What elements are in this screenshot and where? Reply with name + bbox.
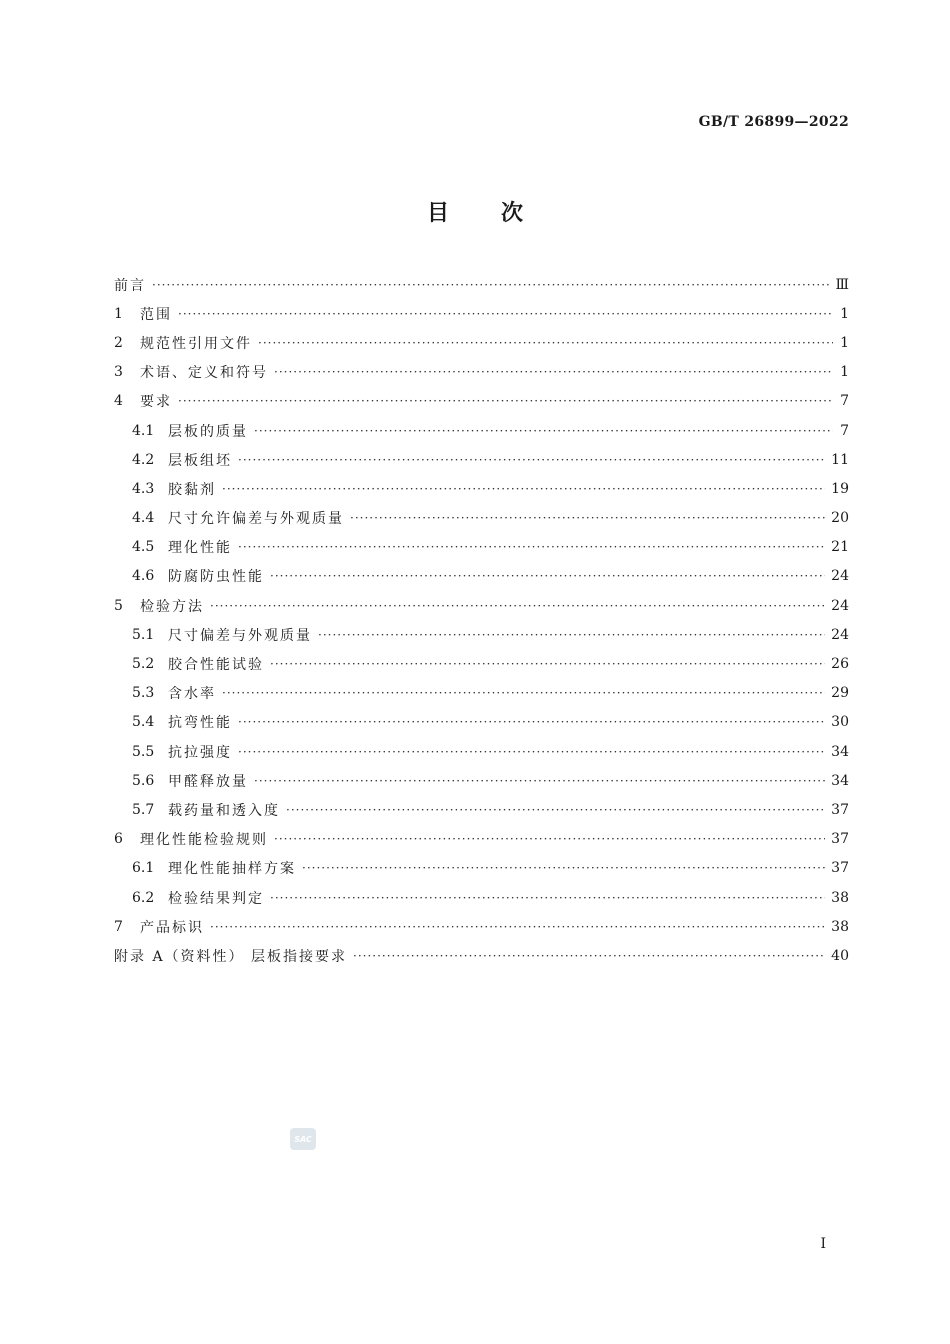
toc-entry-title: 胶黏剂 [168,481,216,498]
toc-entry-number: 5.1 [132,626,155,643]
toc-entry-title: 术语、定义和符号 [140,365,268,382]
toc-leader-dots [210,599,825,613]
toc-entry[interactable] [114,708,849,737]
toc-entry-number: 4.5 [132,539,155,556]
toc-entry-title: 理化性能 [168,540,232,557]
toc-entry-number: 1 [114,305,123,322]
page-number: Ⅰ [820,1236,826,1252]
toc-leader-dots [222,482,825,496]
toc-entry[interactable] [114,737,849,766]
toc-entry-title: 抗弯性能 [168,715,232,732]
toc-entry-title: 规范性引用文件 [140,335,252,352]
toc-leader-dots [286,803,825,817]
toc-entry[interactable] [114,562,849,591]
toc-entry-title: 尺寸允许偏差与外观质量 [168,511,344,528]
title-char-1: 目 [426,201,449,226]
toc-entry-title: 理化性能检验规则 [140,832,268,849]
toc-entry-title: 附录 A（资料性） 层板指接要求 [114,948,348,965]
toc-entry-title: 胶合性能试验 [168,657,264,674]
toc-leader-dots [238,745,825,759]
toc-entry-page: 34 [831,772,849,789]
toc-entry[interactable] [114,795,849,824]
toc-leader-dots [178,307,833,321]
toc-entry[interactable] [114,299,849,328]
toc-entry-number: 5 [114,597,123,614]
toc-entry-number: 3 [114,364,123,381]
toc-leader-dots [318,628,825,642]
toc-leader-dots [152,278,829,292]
toc-entry[interactable] [114,533,849,562]
toc-entry-title: 层板组坯 [168,452,232,469]
toc-leader-dots [353,949,825,963]
toc-entry-title: 载药量和透入度 [168,802,280,819]
toc-entry-page: 11 [831,451,849,468]
toc-entry[interactable] [114,416,849,445]
toc-leader-dots [238,453,825,467]
toc-entry[interactable] [114,941,849,970]
toc-entry-page: Ⅲ [835,276,849,293]
toc-leader-dots [254,774,825,788]
toc-entry-page: 37 [831,831,849,848]
toc-entry-number: 2 [114,334,123,351]
toc-entry-number: 4 [114,393,123,410]
toc-leader-dots [270,891,825,905]
toc-entry[interactable] [114,358,849,387]
toc-entry-page: 37 [831,801,849,818]
toc-entry-number: 5.5 [132,743,155,760]
toc-entry-title: 产品标识 [140,919,204,936]
sac-logo-watermark: SAC [290,1128,316,1150]
toc-entry[interactable] [114,620,849,649]
toc-entry-title: 要求 [140,394,172,411]
toc-entry-number: 5.6 [132,772,155,789]
toc-leader-dots [254,424,833,438]
toc-leader-dots [274,832,825,846]
standard-code: GB/T 26899—2022 [698,114,849,130]
table-of-contents [114,270,849,971]
toc-entry-page: 38 [831,918,849,935]
toc-entry-number: 4.1 [132,422,155,439]
toc-entry-page: 1 [840,305,849,322]
toc-leader-dots [258,336,833,350]
toc-entry-page: 37 [831,860,849,877]
toc-leader-dots [302,861,825,875]
toc-entry-page: 7 [840,393,849,410]
toc-entry[interactable] [114,825,849,854]
toc-entry-page: 20 [831,510,849,527]
title-char-2: 次 [501,201,524,226]
toc-entry-title: 检验方法 [140,598,204,615]
toc-entry-title: 前言 [114,277,146,294]
toc-entry-title: 防腐防虫性能 [168,569,264,586]
toc-leader-dots [238,540,825,554]
toc-entry-number: 5.7 [132,801,155,818]
toc-entry[interactable] [114,474,849,503]
toc-leader-dots [274,365,833,379]
page-title [0,196,950,227]
toc-entry-page: 26 [831,656,849,673]
toc-entry-page: 21 [831,539,849,556]
toc-entry-page: 34 [831,743,849,760]
toc-entry-page: 24 [831,626,849,643]
toc-entry-number: 5.2 [132,656,155,673]
toc-entry[interactable] [114,504,849,533]
toc-entry-page: 38 [831,889,849,906]
toc-entry-page: 40 [831,947,849,964]
toc-entry-number: 4.6 [132,568,155,585]
toc-entry[interactable] [114,679,849,708]
toc-entry-title: 尺寸偏差与外观质量 [168,627,312,644]
toc-entry-page: 29 [831,685,849,702]
toc-entry-title: 理化性能抽样方案 [168,861,296,878]
toc-leader-dots [350,511,825,525]
toc-entry[interactable] [114,883,849,912]
toc-entry[interactable] [114,912,849,941]
toc-entry-title: 范围 [140,306,172,323]
toc-entry-number: 5.4 [132,714,155,731]
toc-entry-number: 6.1 [132,860,155,877]
toc-entry-title: 层板的质量 [168,423,248,440]
toc-entry-page: 24 [831,568,849,585]
toc-leader-dots [210,920,825,934]
toc-entry-page: 1 [840,334,849,351]
toc-leader-dots [238,715,825,729]
toc-entry[interactable] [114,270,849,299]
toc-entry-number: 4.3 [132,480,155,497]
toc-entry[interactable] [114,445,849,474]
toc-entry-number: 4.4 [132,510,155,527]
toc-entry-number: 6.2 [132,889,155,906]
toc-entry[interactable] [114,591,849,620]
toc-entry-page: 24 [831,597,849,614]
toc-entry-page: 7 [840,422,849,439]
toc-entry-title: 抗拉强度 [168,744,232,761]
toc-leader-dots [270,569,825,583]
toc-leader-dots [270,657,825,671]
toc-entry-number: 4.2 [132,451,155,468]
toc-entry-title: 甲醛释放量 [168,773,248,790]
toc-entry-page: 1 [840,364,849,381]
toc-entry-number: 7 [114,918,123,935]
toc-entry[interactable] [114,854,849,883]
toc-entry-number: 6 [114,831,123,848]
toc-entry[interactable] [114,649,849,678]
toc-entry-title: 含水率 [168,686,216,703]
toc-entry[interactable] [114,766,849,795]
toc-entry[interactable] [114,328,849,357]
toc-entry-page: 30 [831,714,849,731]
toc-leader-dots [178,394,833,408]
toc-entry-title: 检验结果判定 [168,890,264,907]
toc-entry-page: 19 [831,480,849,497]
toc-leader-dots [222,686,825,700]
toc-entry-number: 5.3 [132,685,155,702]
toc-entry[interactable] [114,387,849,416]
